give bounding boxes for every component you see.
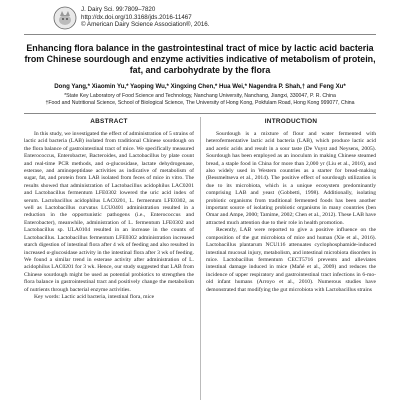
title-divider — [24, 113, 376, 114]
abstract-text — [24, 131, 194, 401]
intro-paragraph-1: Sourdough is a mixture of flour and water fermented with heterofermentative lactic acid bacteria (LAB), which produce lactic acid and acetic acids and result in a sour taste (De Vuyst and Neysens, 2005). Sourdough has been employed as an inoculum in making Chinese steamed bread, a staple food in China for more than 2,000 yr (Liu et al., 2016), and also widely used in Western countries as a starter for bread-making (Bessmeltseva et al., 2014). The positive effect of sourdough utilization is due to its microbiota, which is a unique ecosystem predominantly comprising LAB and yeast (Gobbetti, 1998). Additionally, isolating probiotic organisms from traditional fermented foods has been another important source of isolating probiotic organisms in many countries (ben Omar and Ampe, 2000; Tamime, 2002; Chen et al., 2012). These LAB have attracted much attention due to their role in health promotion. — [206, 131, 376, 226]
affiliation-1: *State Key Laboratory of Food Science and Technology, Nanchang University, Nanchang, Jiangxi, 330047, P. R. China — [64, 93, 336, 99]
introduction-text — [206, 131, 376, 401]
abstract-paragraph: In this study, we investigated the effect of administration of 5 strains of lactic acid bacteria (LAB) isolated from traditional Chinese sourdough on the flora balance of gastrointestinal tract of mice. We specifically measured Enterococcus, Enterobacter, Bacteroides, and Lactobacillus by plate count and real-time PCR methods, and α-glucosidase, lactate dehydrogenase, esterase, and aminopeptidase activities as indicative of metabolism of sugar, fat, and protein from LAB isolated from feces of mice in vitro. The results showed that administration of Lactobacillus acidophilus LAC0201 and Lactobacillus fermentum LFE0302 lowered the uric acid index of serum. Lactobacillus acidophilus LAC0201, L. fermentum LFE0302, as well as Lactobacillus curvatus LCU0401 administration resulted in a reduction in the opportunistic pathogens (i.e., Enterococcus and Enterobacter), meanwhile, administration of L. fermentum LFE0302 and Lactobacillus sp. ULA0104 resulted in an increase in the counts of Lactobacillus. Lactobacillus fermentum LFE0302 administration increased starch digestion of intestinal flora after 4 wk of feeding and also resulted in increased α-glucosidase activity in the intestinal flora after 3 wk of feeding. We found a similar trend in esterase activity after administration of L. acidophilus LAC0201 for 3 wk. Hence, our study suggested that LAB from Chinese sourdough might be used as potential probiotics to strengthen the flora balance in gastrointestinal tract and positively change the metabolism of nutrients through bacterial enzyme activities. — [24, 131, 194, 293]
intro-paragraph-2: Recently, LAB were reported to give a positive influence on the composition of the gut microbiota of mice and human (Xie et al., 2016). Lactobacillus plantarum NCU116 attenuates cyclophosphamide-induced intestinal mucosal injury, metabolism, and intestinal microbiota disorders in mice. Lactobacillus fermentum CECT5716 prevents and alleviates intestinal damage induced in mice (Mañé et al., 2009) and reduces the incidence of upper respiratory and gastrointestinal tract infections in 6-mo-old infant humans (Arroyo et al., 2010). Numerous studies have demonstrated that modifying the gut microbiota with Lactobacillus strains — [206, 227, 376, 293]
introduction-heading: INTRODUCTION — [264, 118, 318, 125]
citation-line: J. Dairy Sci. 99:7809–7820 — [81, 6, 156, 13]
affiliations — [24, 93, 376, 107]
paper-title: Enhancing flora balance in the gastrointestinal tract of mice by lactic acid bacteria from Chinese sourdough and enzyme activities indicative of metabolism of protein, fat, and carbohydrate by the flora — [24, 43, 376, 75]
abstract-column — [24, 117, 194, 401]
header-divider — [24, 34, 376, 35]
journal-meta — [81, 6, 209, 29]
journal-logo-icon — [53, 6, 77, 30]
column-divider — [200, 117, 201, 400]
introduction-column — [206, 117, 376, 401]
copyright-line: © American Dairy Science Association®, 2016. — [81, 21, 210, 29]
keywords: Key words: Lactic acid bacteria, intestinal flora, mice — [34, 293, 155, 300]
affiliation-2: †Food and Nutritional Science, School of Biological Science, The University of Hong Kong, Pokfulam Road, Hong Kong 999077, China — [45, 100, 355, 107]
doi-link[interactable]: http://dx.doi.org/10.3168/jds.2016-11467 — [81, 13, 192, 21]
journal-header — [53, 4, 353, 34]
author-list: Dong Yang,* Xiaomin Yu,* Yaoping Wu,* Xingxing Chen,* Hua Wei,* Nagendra P. Shah,† and Feng Xu* — [54, 83, 346, 90]
abstract-heading: ABSTRACT — [90, 118, 128, 125]
